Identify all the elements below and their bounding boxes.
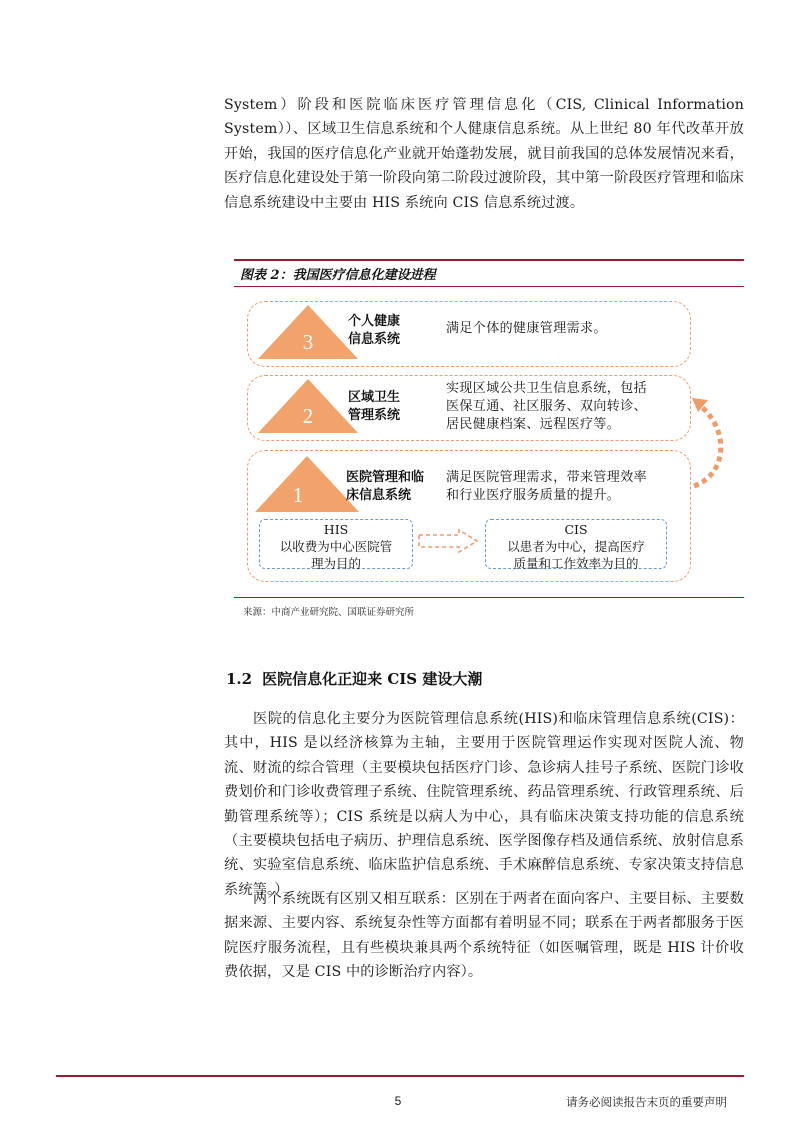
section-heading <box>226 668 482 689</box>
stage-1-desc-line: 和行业医疗服务质量的提升。 <box>446 488 621 503</box>
body-paragraph-2: 两个系统既有区别又相互联系：区别在于两者在面向客户、主要目标、主要数据来源、主要内容、系统复杂性等方面都有着明显不同；联系在于两者都服务于医院医疗服务流程，且有些模块兼具两个系统特征（如医嘱管理，既是 HIS 计价收费依据，又是 CIS 中的诊断治疗内容）。 <box>224 891 744 981</box>
stage-3-label-line2: 信息系统 <box>348 332 401 347</box>
his-line1: 以收费为中心医院管 <box>279 539 393 554</box>
stage-1-label-line1: 医院管理和临 <box>346 470 425 485</box>
stage-3-label <box>348 313 400 349</box>
stage-2-label <box>348 389 400 425</box>
cis-title: CIS <box>564 522 588 537</box>
section-title: 医院信息化正迎来 CIS 建设大潮 <box>262 670 483 688</box>
stage-1-desc-line: 满足医院管理需求，带来管理效率 <box>446 470 648 485</box>
stage-2-number: 2 <box>302 404 314 428</box>
footer-rule <box>56 1075 744 1077</box>
page-number: 5 <box>394 1094 402 1108</box>
stage-1-number: 1 <box>292 483 304 507</box>
body-paragraph-1: 医院的信息化主要分为医院管理信息系统(HIS)和临床管理信息系统(CIS)：其中，HIS 是以经济核算为主轴，主要用于医院管理运作实现对医院人流、物流、财流的综合管理（主要模块包括医疗门诊、急诊病人挂号子系统、医院门诊收费划价和门诊收费管理子系统、住院管理系统、药品管理系统、行政管理系统、后勤管理系统等）；CIS 系统是以病人为中心，具有临床决策支持功能的信息系统（主要模块包括电子病历、护理信息系统、医学图像存档及通信系统、放射信息系统、实验室信息系统、临床监护信息系统、手术麻醉信息系统、专家决策支持信息系统等。） <box>224 711 744 898</box>
stage-1-label <box>346 469 424 505</box>
cis-box <box>485 519 667 569</box>
figure-title-rule <box>234 286 744 287</box>
his-title: HIS <box>323 522 349 537</box>
section-number: 1.2 <box>226 670 253 688</box>
footer-disclaimer: 请务必阅读报告末页的重要声明 <box>566 1095 727 1109</box>
stage-2-label-line1: 区域卫生 <box>348 390 401 405</box>
intro-paragraph: System）阶段和医院临床医疗管理信息化（CIS, Clinical Information System））、区域卫生信息系统和个人健康信息系统。从上世纪 80 年代改革开放开始，我国的医疗信息化产业就开始蓬勃发展，就目前我国的总体发展情况来看，医疗信息化建设处于第一阶段向第二阶段过渡阶段，其中第一阶段医疗管理和临床信息系统建设中主要由 HIS 系统向 CIS 信息系统过渡。 <box>224 97 744 211</box>
stage-3-label-line1: 个人健康 <box>348 314 401 329</box>
stage-2-description <box>446 380 647 434</box>
his-to-cis-arrow-icon <box>415 528 481 554</box>
stage-2-desc-line: 居民健康档案、远程医疗等。 <box>446 417 621 432</box>
stage-1-label-line2: 床信息系统 <box>346 488 412 503</box>
stage-3-number: 3 <box>302 330 314 354</box>
stage-2-desc-line: 医保互通、社区服务、双向转诊、 <box>446 399 648 414</box>
figure-source: 来源：中商产业研究院、国联证券研究所 <box>243 607 415 618</box>
cis-line1: 以患者为中心，提高医疗 <box>507 539 645 554</box>
figure-title: 图表 2：我国医疗信息化建设进程 <box>240 268 436 283</box>
stage-2-label-line2: 管理系统 <box>348 408 401 423</box>
his-line2: 理为目的 <box>310 556 361 571</box>
stage-1-description <box>446 469 647 505</box>
stage-3-description <box>446 320 607 338</box>
his-box <box>259 519 413 569</box>
stage-2-desc-line: 实现区域公共卫生信息系统，包括 <box>446 381 648 396</box>
cis-line2: 质量和工作效率为目的 <box>513 556 639 571</box>
curved-up-arrow-icon <box>688 390 736 494</box>
stage-3-desc-line: 满足个体的健康管理需求。 <box>446 321 607 336</box>
figure-top-rule <box>234 259 744 261</box>
figure-bottom-rule <box>234 597 744 598</box>
